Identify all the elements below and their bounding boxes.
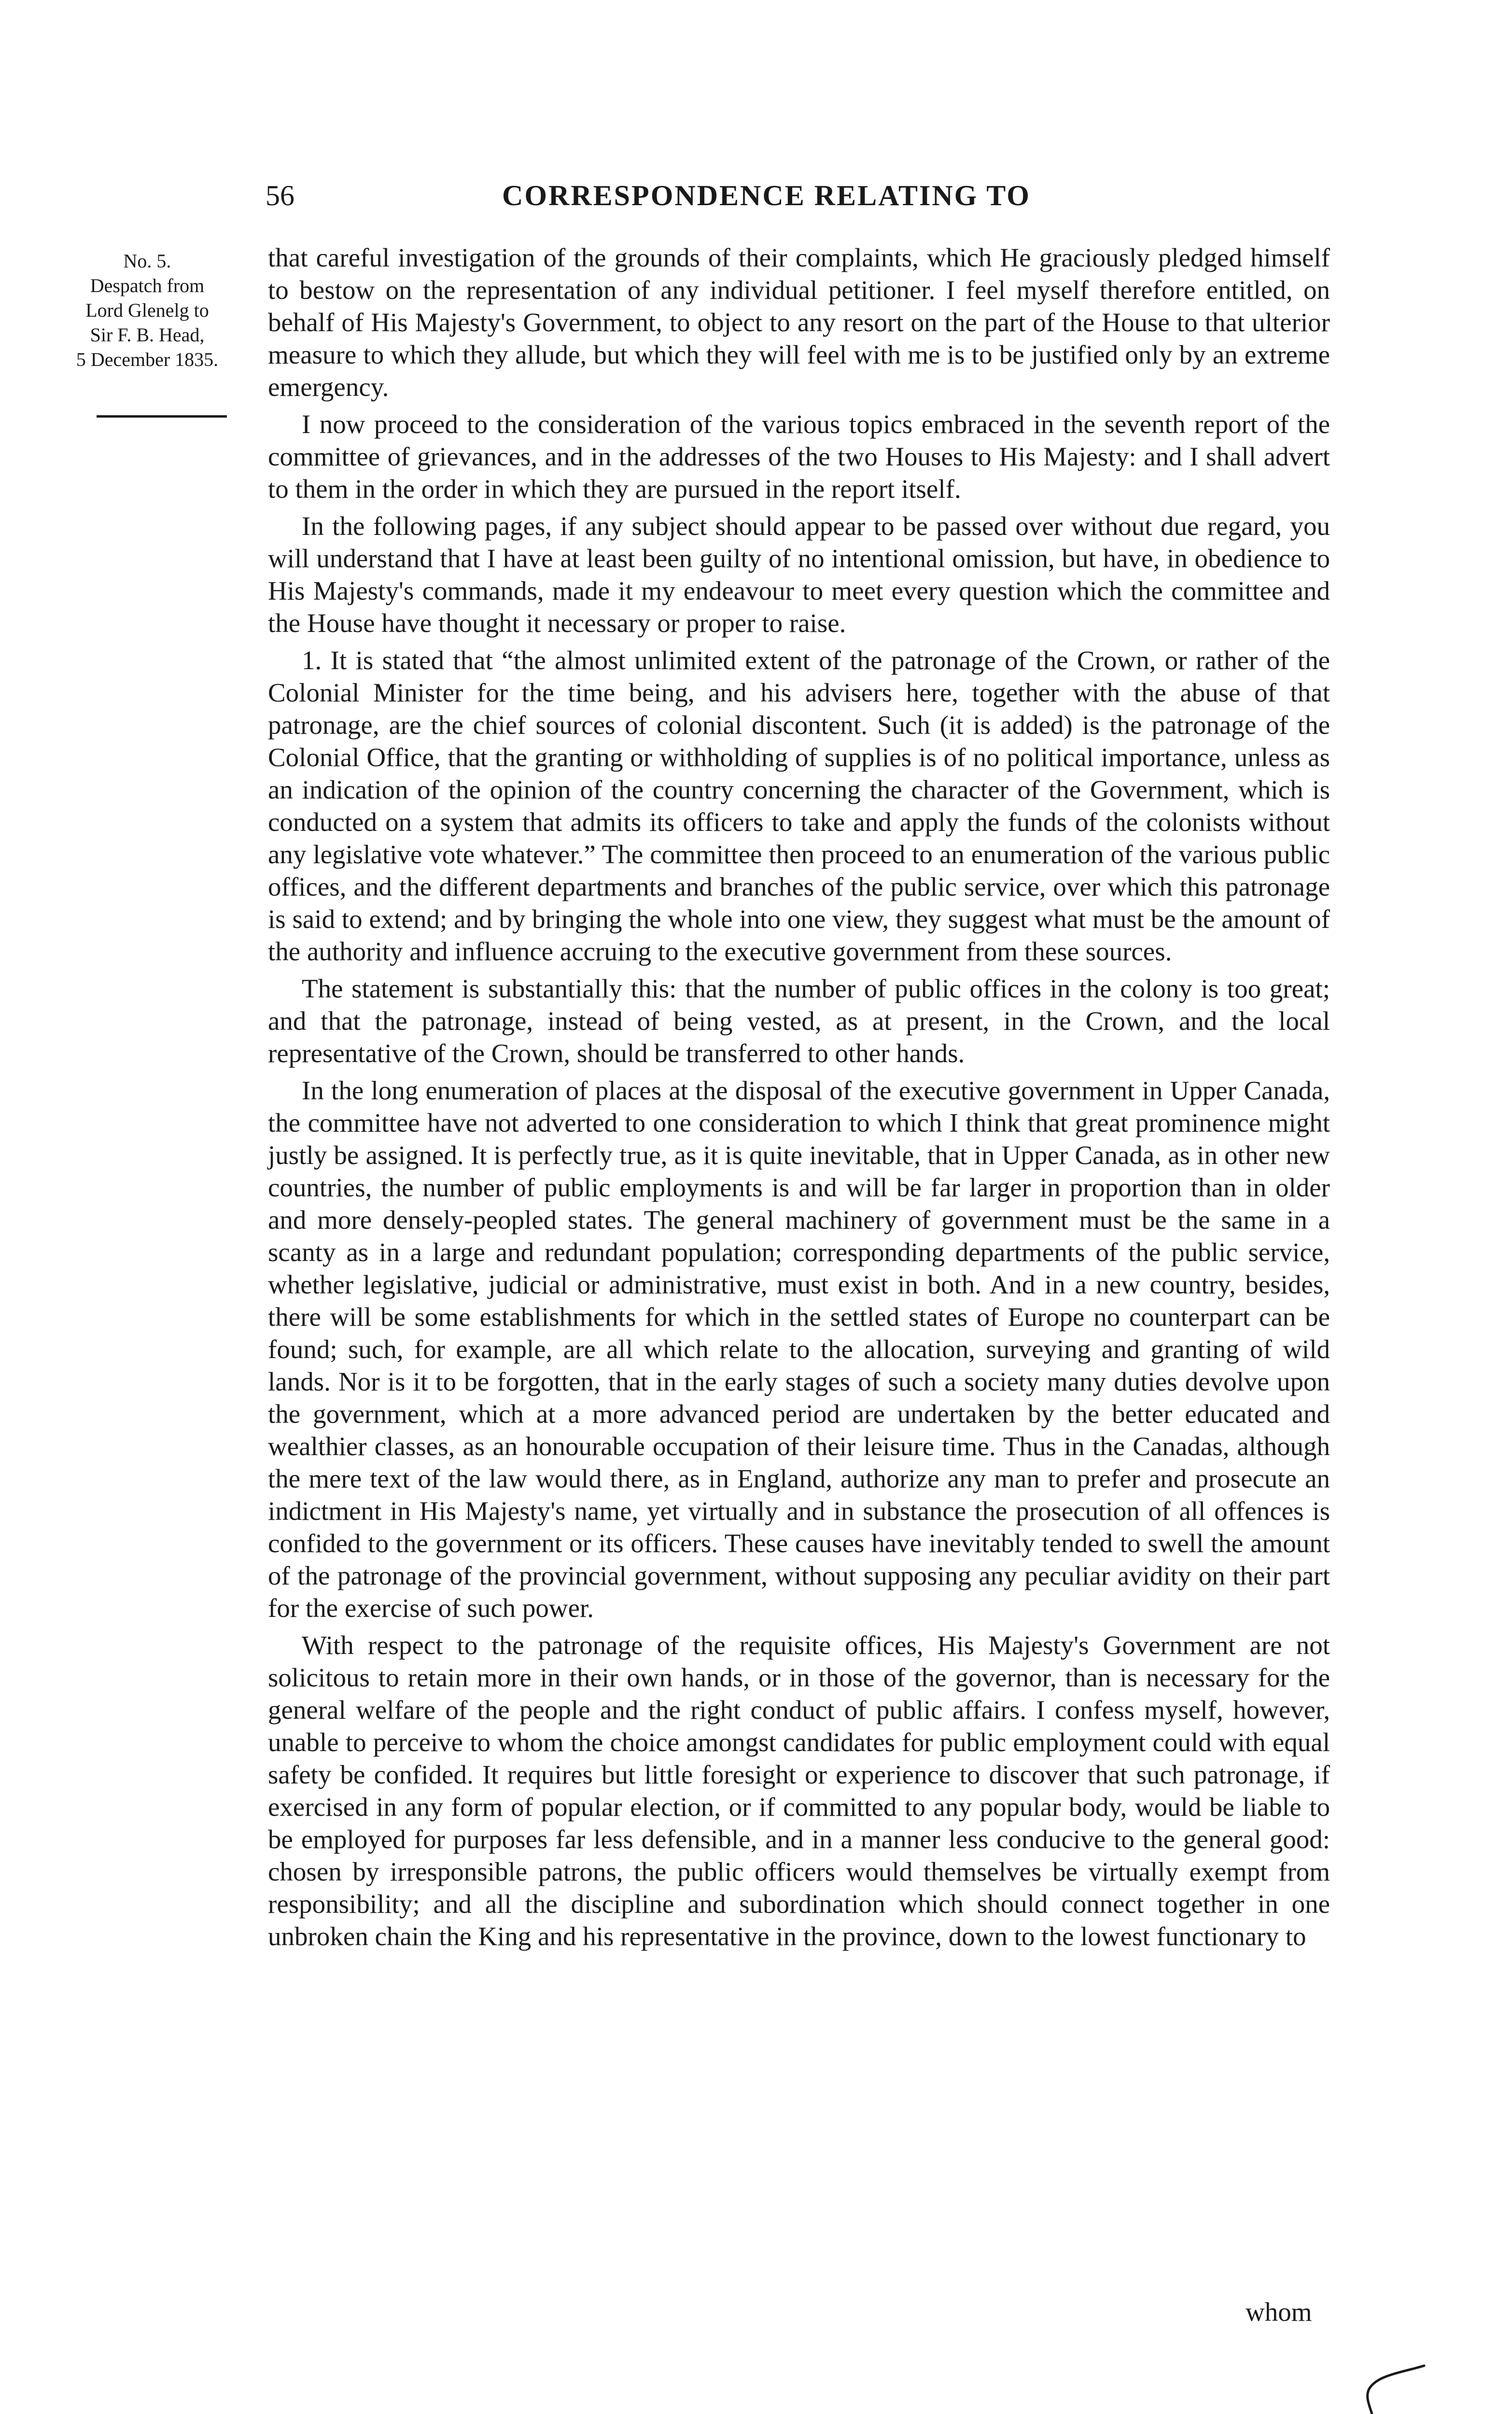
paragraph-topics: I now proceed to the consideration of the various topics embraced in the seventh report of the committee of grievances, and in the addresses of the two Houses to His Majesty: and I shall advert to them in the order in which they are pursued in the report itself. — [268, 409, 1330, 504]
margin-note-rule — [97, 415, 227, 418]
paragraph-patronage-statement: 1. It is stated that “the almost unlimited extent of the patronage of the Crown, or rather of the Colonial Minister for the time being, and his advisers here, together with the abuse of that patronage, are the chief sources of colonial discontent. Such (it is added) is the patronage of the Colonial Office, that the granting or withholding of supplies is of no political importance, unless as an indication of the opinion of the country concerning the character of the Government, which is conducted on a system that admits its officers to take and apply the funds of the colonists without any legislative vote whatever.” The committee then proceed to an enumeration of the various public offices, and the different departments and branches of the public service, over which this patronage is said to extend; and by bringing the whole into one view, they suggest what must be the amount of the authority and influence accruing to the executive government from these sources. — [268, 646, 1330, 966]
paragraph-continuation: that careful investigation of the grounds of their complaints, which He graciously pledged himself to bestow on the representation of any individual petitioner. I feel myself therefore entitled, on behalf of His Majesty's Government, to object to any resort on the part of the House to that ulterior measure to which they allude, but which they will feel with me is to be justified only by an extreme emergency. — [268, 243, 1330, 402]
catchword: whom — [1246, 2297, 1312, 2327]
paragraph-enumeration: In the long enumeration of places at the disposal of the executive government in Upper Canada, the committee have not adverted to one consideration to which I think that great prominence might justly be assigned. It is perfectly true, as it is quite inevitable, that in Upper Canada, as in other new countries, the number of public employments is and will be far larger in proportion than in older and more densely-peopled states. The general machinery of government must be the same in a scanty as in a large and redundant population; corresponding departments of the public service, whether legislative, judicial or administrative, must exist in both. And in a new country, besides, there will be some establishments for which in the settled states of Europe no counterpart can be found; such, for example, are all which relate to the allocation, surveying and granting of wild lands. Nor is it to be forgotten, that in the early stages of such a society many duties devolve upon the government, which at a more advanced period are undertaken by the better educated and wealthier classes, as an honourable occupation of their leisure time. Thus in the Canadas, although the mere text of the law would there, as in England, authorize any man to prefer and prosecute an indictment in His Majesty's name, yet virtually and in substance the prosecution of all offences is confided to the government or its officers. These causes have inevitably tended to swell the amount of the patronage of the provincial government, without supposing any peculiar avidity on their part for the exercise of such power. — [268, 1076, 1330, 1623]
margin-note-line: 5 December 1835. — [76, 349, 219, 370]
running-head: CORRESPONDENCE RELATING TO — [502, 180, 1031, 211]
paragraph-respect-patronage: With respect to the patronage of the requisite offices, His Majesty's Government are not solicitous to retain more in their own hands, or in those of the governor, than is necessary for the general welfare of the people and the right conduct of public affairs. I confess myself, however, unable to perceive to whom the choice amongst candidates for public employment could with equal safety be confided. It requires but little foresight or experience to discover that such patronage, if exercised in any form of popular election, or if committed to any popular body, would be liable to be employed for purposes far less defensible, and in a manner less conducive to the general good: chosen by irresponsible patrons, the public officers would themselves be virtually exempt from responsibility; and all the discipline and subordination which should connect together in one unbroken chain the King and his representative in the province, down to the lowest functionary to — [268, 1630, 1330, 1951]
margin-note-line: No. 5. — [123, 250, 171, 272]
pen-mark-icon — [1347, 2361, 1443, 2414]
margin-note-line: Lord Glenelg to — [85, 299, 209, 321]
page-header — [266, 174, 1347, 217]
paragraph-substance: The statement is substantially this: that the number of public offices in the colony is too great; and that the patronage, instead of being vested, as at present, in the Crown, and the local representative of the Crown, should be transferred to other hands. — [268, 974, 1330, 1068]
page-number: 56 — [266, 180, 294, 211]
paragraph-omission: In the following pages, if any subject should appear to be passed over without due regard, you will understand that I have at least been guilty of no intentional omission, but have, in obedience to His Majesty's commands, made it my endeavour to meet every question which the committee and the House have thought it necessary or proper to raise. — [268, 511, 1330, 638]
margin-note-line: Sir F. B. Head, — [90, 324, 205, 346]
margin-note-line: Despatch from — [90, 275, 205, 296]
body-text — [268, 241, 1330, 1952]
margin-note — [46, 249, 249, 372]
